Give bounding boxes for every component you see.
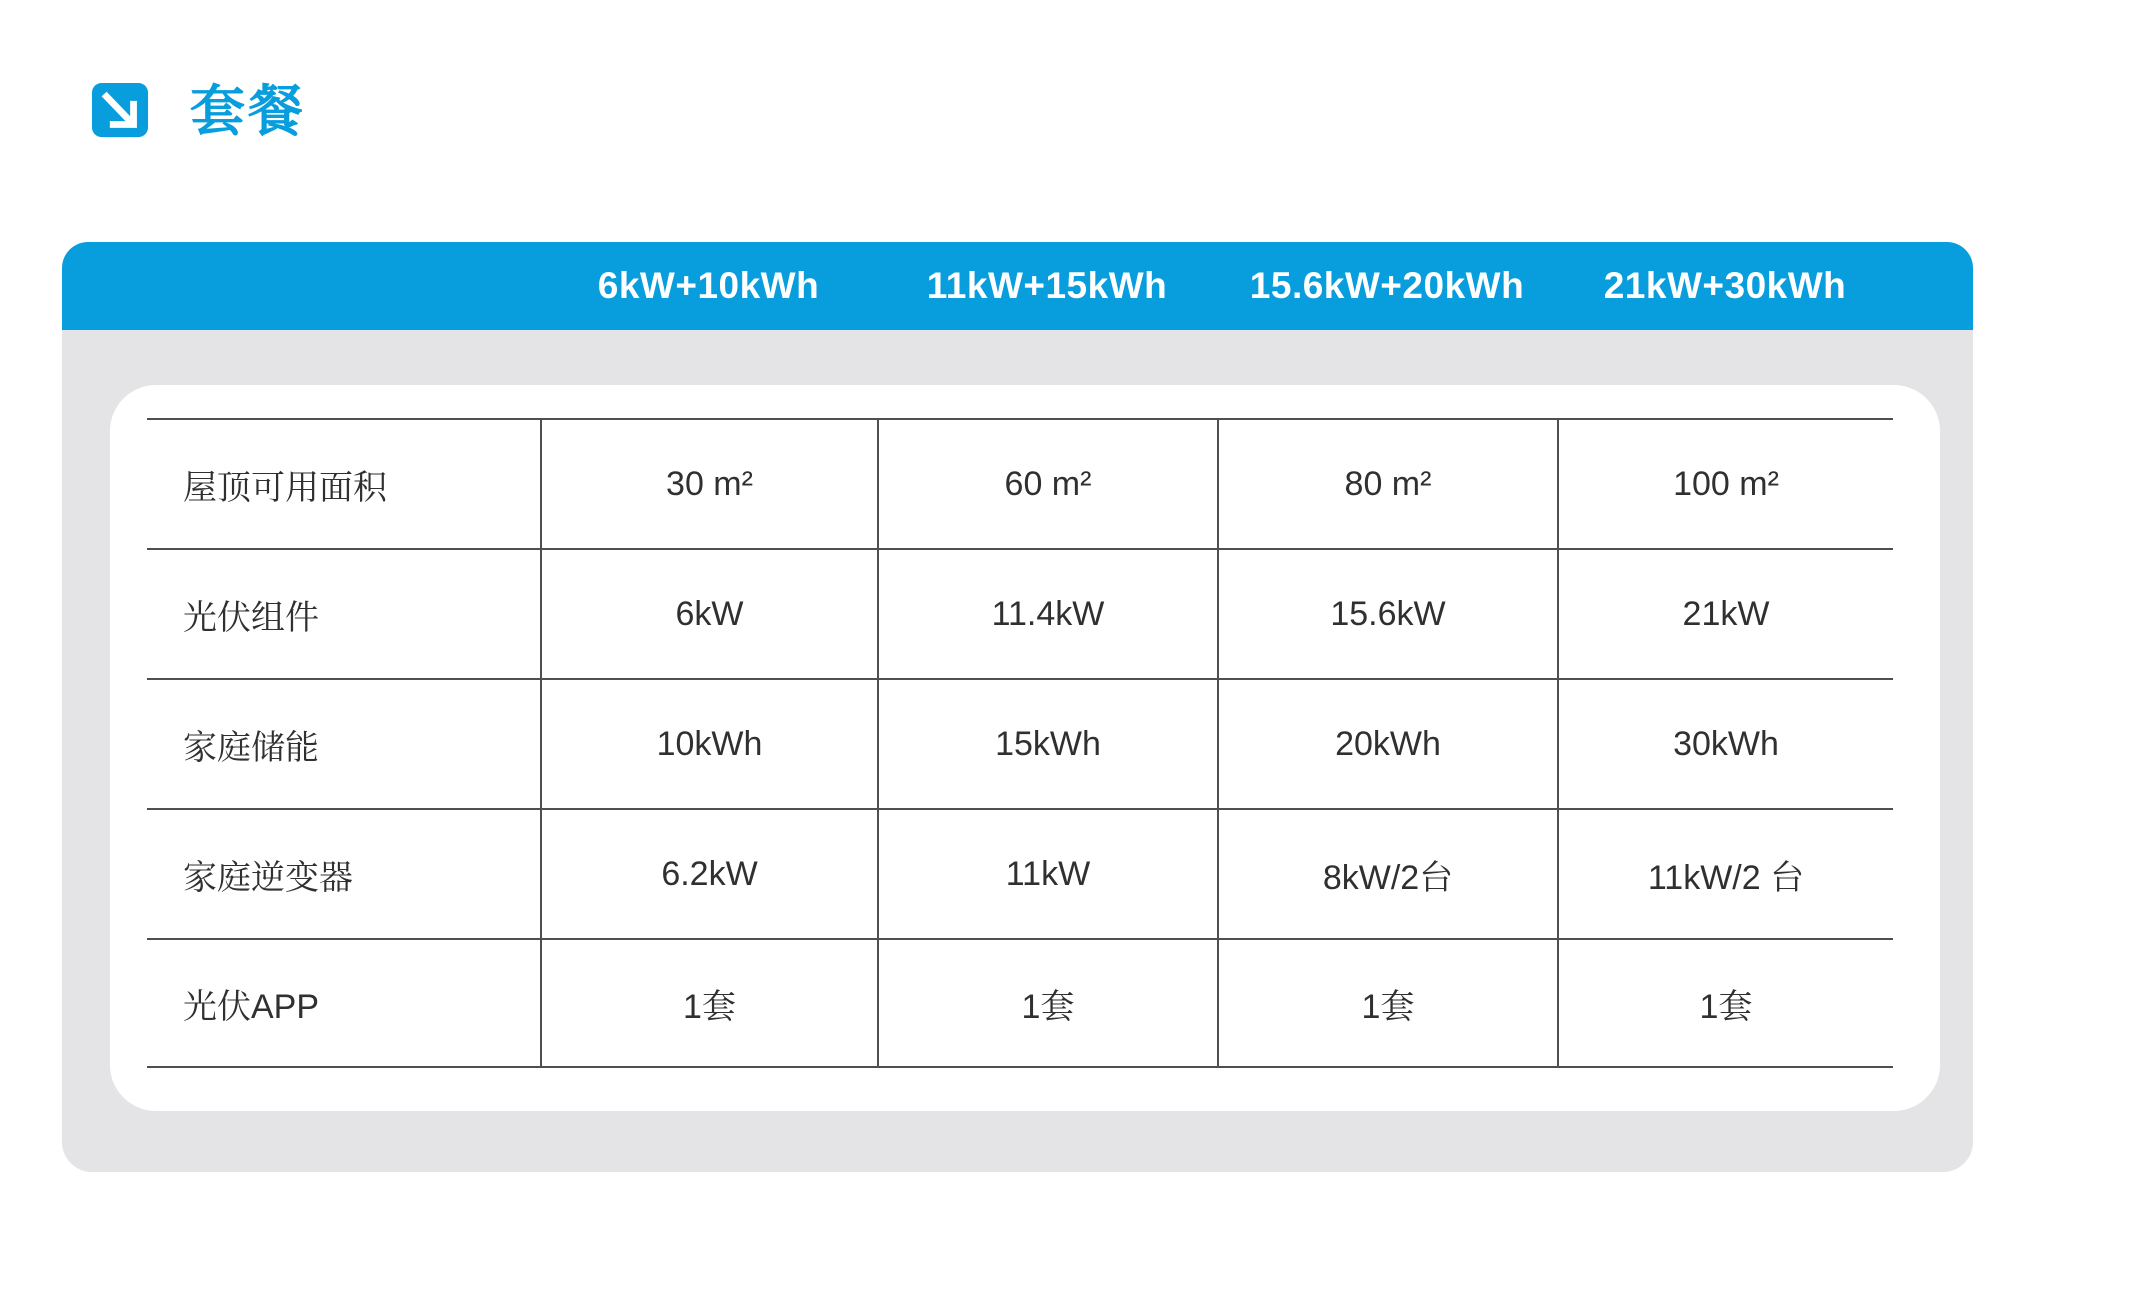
arrow-down-right-icon [90, 82, 150, 140]
spec-cell: 1套 [540, 938, 877, 1068]
spec-cell: 15kWh [877, 678, 1217, 808]
column-header-4: 21kW+30kWh [1603, 265, 1847, 306]
row-label: 屋顶可用面积 [147, 418, 540, 548]
spec-cell: 11.4kW [877, 548, 1217, 678]
spec-cell: 100 m² [1557, 418, 1893, 548]
column-header-3: 15.6kW+20kWh [1249, 265, 1525, 306]
row-label: 光伏APP [147, 938, 540, 1068]
page-header [90, 79, 307, 142]
table-panel [110, 385, 1940, 1111]
spec-cell: 20kWh [1217, 678, 1557, 808]
row-label: 家庭储能 [147, 678, 540, 808]
page-title: 套餐 [190, 79, 307, 142]
spec-cell: 1套 [1557, 938, 1893, 1068]
spec-cell: 6kW [540, 548, 877, 678]
spec-cell: 8kW/2台 [1217, 808, 1557, 938]
column-header-1: 6kW+10kWh [597, 265, 820, 306]
column-header-2: 11kW+15kWh [926, 265, 1168, 306]
spec-cell: 10kWh [540, 678, 877, 808]
spec-table [147, 418, 1893, 1068]
spec-cell: 60 m² [877, 418, 1217, 548]
package-table-header [62, 242, 1973, 330]
spec-cell: 11kW [877, 808, 1217, 938]
spec-cell: 11kW/2 台 [1557, 808, 1893, 938]
spec-cell: 6.2kW [540, 808, 877, 938]
spec-cell: 21kW [1557, 548, 1893, 678]
spec-cell: 1套 [877, 938, 1217, 1068]
spec-cell: 15.6kW [1217, 548, 1557, 678]
spec-cell: 30kWh [1557, 678, 1893, 808]
row-label: 家庭逆变器 [147, 808, 540, 938]
spec-cell: 80 m² [1217, 418, 1557, 548]
spec-cell: 1套 [1217, 938, 1557, 1068]
spec-cell: 30 m² [540, 418, 877, 548]
package-card-body [62, 330, 1973, 1172]
row-label: 光伏组件 [147, 548, 540, 678]
package-card [62, 242, 1973, 1172]
